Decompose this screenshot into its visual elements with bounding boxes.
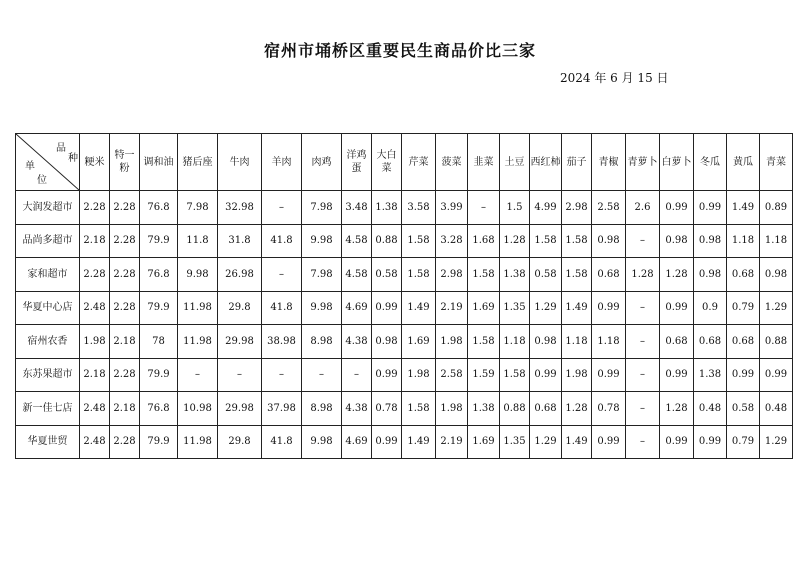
price-cell: 0.78 [592,392,626,426]
price-cell: 3.48 [342,191,372,225]
price-cell: 4.99 [530,191,562,225]
price-cell: 2.28 [110,258,140,292]
price-cell: 0.68 [694,325,727,359]
price-cell: 79.9 [140,358,178,392]
price-cell: 8.98 [302,392,342,426]
price-cell: 11.98 [178,325,218,359]
price-cell: 4.58 [342,224,372,258]
price-cell: 0.99 [660,191,694,225]
price-cell: 4.69 [342,291,372,325]
price-cell: 9.98 [302,291,342,325]
corner-label-dan: 单 [25,161,35,172]
price-cell: – [302,358,342,392]
price-cell: 2.58 [592,191,626,225]
price-cell: 1.58 [402,392,436,426]
column-header: 特一粉 [110,134,140,191]
price-cell: 1.58 [562,258,592,292]
price-table [15,133,793,459]
store-name-cell: 宿州农香 [16,325,80,359]
price-cell: 1.98 [80,325,110,359]
header-corner-cell [16,134,80,191]
price-cell: 2.48 [80,392,110,426]
price-cell: 0.98 [660,224,694,258]
price-cell: 0.88 [760,325,793,359]
price-cell: 29.98 [218,392,262,426]
price-cell: 1.58 [530,224,562,258]
column-header: 肉鸡 [302,134,342,191]
price-cell: 0.98 [592,224,626,258]
price-cell: 7.98 [178,191,218,225]
column-header: 牛肉 [218,134,262,191]
price-cell: – [626,291,660,325]
price-cell: 1.35 [500,291,530,325]
price-cell: 1.28 [626,258,660,292]
price-cell: 26.98 [218,258,262,292]
price-cell: 1.58 [402,224,436,258]
price-cell: 2.6 [626,191,660,225]
table-row [16,224,793,258]
price-cell: 1.58 [562,224,592,258]
store-name-cell: 华夏世贸 [16,425,80,459]
price-cell: – [262,258,302,292]
price-cell: 41.8 [262,291,302,325]
column-header: 菠菜 [436,134,468,191]
column-header: 芹菜 [402,134,436,191]
price-cell: 9.98 [302,224,342,258]
price-cell: 1.28 [660,392,694,426]
price-cell: 79.9 [140,224,178,258]
price-cell: 7.98 [302,191,342,225]
price-cell: 0.99 [694,191,727,225]
price-cell: 32.98 [218,191,262,225]
price-cell: – [626,224,660,258]
column-header: 西红柿 [530,134,562,191]
corner-label-wei: 位 [37,175,47,186]
price-cell: 31.8 [218,224,262,258]
price-cell: 2.18 [110,325,140,359]
price-cell: 1.28 [500,224,530,258]
price-cell: – [626,392,660,426]
price-cell: 2.98 [436,258,468,292]
price-cell: 1.28 [562,392,592,426]
price-cell: 1.29 [530,425,562,459]
price-cell: 76.8 [140,392,178,426]
price-cell: 0.48 [694,392,727,426]
price-cell: 4.69 [342,425,372,459]
price-cell: 1.38 [372,191,402,225]
price-cell: 2.98 [562,191,592,225]
page-title: 宿州市埇桥区重要民生商品价比三家 [263,41,536,60]
price-cell: 0.98 [372,325,402,359]
table-row [16,425,793,459]
report-date: 2024 年 6 月 15 日 [560,71,669,85]
price-cell: 11.8 [178,224,218,258]
price-cell: 2.19 [436,291,468,325]
price-cell: 3.28 [436,224,468,258]
price-cell: 1.98 [402,358,436,392]
price-cell: 1.69 [468,425,500,459]
price-cell: 76.8 [140,191,178,225]
price-cell: 0.68 [660,325,694,359]
price-cell: 0.98 [694,224,727,258]
price-cell: 3.58 [402,191,436,225]
store-name-cell: 家和超市 [16,258,80,292]
price-cell: 1.18 [562,325,592,359]
column-header: 韭菜 [468,134,500,191]
price-cell: 37.98 [262,392,302,426]
price-cell: 1.18 [500,325,530,359]
price-cell: 2.28 [110,191,140,225]
price-cell: 2.28 [80,191,110,225]
table-row [16,258,793,292]
column-header: 大白菜 [372,134,402,191]
price-cell: 0.79 [727,425,760,459]
price-cell: 78 [140,325,178,359]
table-header-row [16,134,793,191]
table-row [16,191,793,225]
price-cell: 76.8 [140,258,178,292]
price-cell: 41.8 [262,224,302,258]
price-cell: 0.99 [660,291,694,325]
price-cell: 0.68 [530,392,562,426]
table-row [16,325,793,359]
price-cell: 1.49 [402,425,436,459]
corner-label-zhong: 种 [68,153,78,164]
price-cell: 1.18 [727,224,760,258]
column-header: 粳米 [80,134,110,191]
price-cell: 3.99 [436,191,468,225]
column-header: 冬瓜 [694,134,727,191]
price-cell: 0.99 [660,358,694,392]
price-cell: 2.18 [80,224,110,258]
price-cell: 2.28 [110,291,140,325]
price-cell: 7.98 [302,258,342,292]
store-name-cell: 华夏中心店 [16,291,80,325]
price-cell: 0.99 [694,425,727,459]
price-cell: 1.49 [562,291,592,325]
price-cell: 2.28 [110,224,140,258]
price-cell: 9.98 [178,258,218,292]
store-name-cell: 品尚多超市 [16,224,80,258]
price-cell: 0.68 [727,258,760,292]
price-cell: 41.8 [262,425,302,459]
price-cell: 1.49 [402,291,436,325]
price-cell: 29.8 [218,291,262,325]
price-cell: 0.99 [592,425,626,459]
price-cell: 1.38 [468,392,500,426]
price-cell: 4.38 [342,325,372,359]
column-header: 羊肉 [262,134,302,191]
price-cell: 38.98 [262,325,302,359]
price-cell: 1.58 [402,258,436,292]
column-header: 黄瓜 [727,134,760,191]
price-cell: 1.58 [468,258,500,292]
price-cell: 0.79 [727,291,760,325]
price-cell: 2.18 [110,392,140,426]
price-cell: 0.58 [530,258,562,292]
price-cell: 8.98 [302,325,342,359]
price-cell: 1.29 [760,291,793,325]
store-name-cell: 新一佳七店 [16,392,80,426]
price-cell: 1.98 [436,392,468,426]
price-cell: 1.98 [562,358,592,392]
price-cell: 1.38 [694,358,727,392]
price-cell: 2.28 [110,425,140,459]
price-cell: 1.29 [760,425,793,459]
price-cell: 0.68 [727,325,760,359]
price-cell: 0.89 [760,191,793,225]
price-cell: 2.19 [436,425,468,459]
price-cell: 29.98 [218,325,262,359]
price-cell: 0.99 [592,291,626,325]
price-cell: 2.58 [436,358,468,392]
price-cell: – [626,425,660,459]
price-cell: 2.18 [80,358,110,392]
price-cell: – [218,358,262,392]
price-cell: 0.98 [530,325,562,359]
price-cell: 0.99 [727,358,760,392]
price-cell: – [262,191,302,225]
price-cell: – [178,358,218,392]
column-header: 洋鸡蛋 [342,134,372,191]
price-cell: 4.58 [342,258,372,292]
column-header: 青萝卜 [626,134,660,191]
price-cell: 0.99 [530,358,562,392]
price-cell: 2.28 [80,258,110,292]
table-row [16,291,793,325]
price-cell: 1.98 [436,325,468,359]
price-cell: – [262,358,302,392]
price-cell: 79.9 [140,425,178,459]
table-row [16,358,793,392]
price-cell: 9.98 [302,425,342,459]
column-header: 调和油 [140,134,178,191]
price-cell: 0.98 [694,258,727,292]
price-cell: 0.98 [760,258,793,292]
price-cell: 1.29 [530,291,562,325]
column-header: 青菜 [760,134,793,191]
price-cell: 1.69 [402,325,436,359]
price-cell: 0.88 [500,392,530,426]
price-cell: 0.78 [372,392,402,426]
table-row [16,392,793,426]
column-header: 土豆 [500,134,530,191]
price-cell: 0.48 [760,392,793,426]
price-cell: 1.28 [660,258,694,292]
store-name-cell: 大润发超市 [16,191,80,225]
column-header: 白萝卜 [660,134,694,191]
price-cell: 4.38 [342,392,372,426]
price-cell: 0.99 [660,425,694,459]
price-cell: 1.35 [500,425,530,459]
price-cell: 0.9 [694,291,727,325]
price-cell: 0.99 [372,358,402,392]
price-cell: – [468,191,500,225]
price-cell: 11.98 [178,291,218,325]
price-cell: 0.58 [372,258,402,292]
price-cell: 1.38 [500,258,530,292]
price-cell: 1.49 [727,191,760,225]
price-cell: 1.18 [592,325,626,359]
price-cell: 2.48 [80,291,110,325]
price-cell: 10.98 [178,392,218,426]
price-cell: 29.8 [218,425,262,459]
price-cell: 0.99 [760,358,793,392]
price-cell: 1.59 [468,358,500,392]
price-cell: 2.28 [110,358,140,392]
price-cell: 0.99 [372,291,402,325]
price-cell: – [626,325,660,359]
column-header: 青椒 [592,134,626,191]
price-cell: 0.99 [592,358,626,392]
price-cell: 11.98 [178,425,218,459]
price-cell: 1.58 [500,358,530,392]
store-name-cell: 东苏果超市 [16,358,80,392]
price-cell: 0.88 [372,224,402,258]
price-cell: 1.18 [760,224,793,258]
price-cell: – [626,358,660,392]
price-cell: 79.9 [140,291,178,325]
price-cell: 2.48 [80,425,110,459]
price-cell: 1.5 [500,191,530,225]
price-cell: 1.58 [468,325,500,359]
column-header: 猪后座 [178,134,218,191]
price-cell: – [342,358,372,392]
price-cell: 1.68 [468,224,500,258]
price-cell: 1.69 [468,291,500,325]
price-cell: 1.49 [562,425,592,459]
price-cell: 0.68 [592,258,626,292]
column-header: 茄子 [562,134,592,191]
corner-label-pin: 品 [56,143,66,154]
price-cell: 0.58 [727,392,760,426]
price-cell: 0.99 [372,425,402,459]
